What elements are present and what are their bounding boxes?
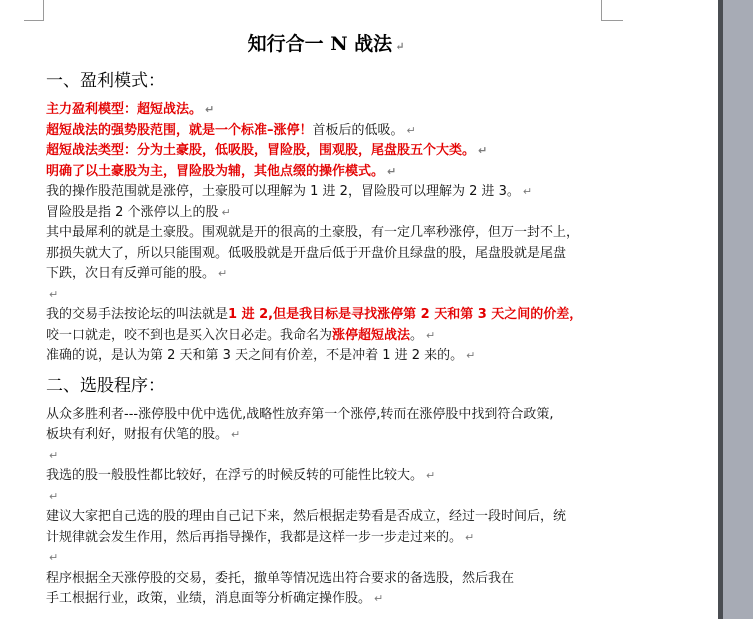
body-line: 建议大家把自己选的股的理由自己记下来，然后根据走势看是否成立，经过一段时间后，统 <box>46 509 567 524</box>
body-line: 冒险股是指 2 个涨停以上的股 ↵ <box>46 204 231 220</box>
paragraph-mark-icon: ↵ <box>522 185 533 198</box>
empty-paragraph <box>46 548 606 569</box>
body-line: 超短战法的强势股范围，就是一个标准–涨停！首板后的低吸。 ↵ <box>46 122 416 138</box>
paragraph-mark-icon: ↵ <box>218 267 228 280</box>
body-line: 我的操作股范围就是涨停，土豪股可以理解为 1 进 2，冒险股可以理解为 2 进 3。 ↵ <box>46 184 533 199</box>
paragraph-mark-icon: ↵ <box>426 328 436 342</box>
body-line: 我选的股一般股性都比较好，在浮亏的时候反转的可能性比较大。 ↵ <box>46 468 436 483</box>
body-line: 我的交易手法按论坛的叫法就是1 进 2,但是我目标是寻找涨停第 2 天和第 3 天之间的价差， <box>46 307 583 322</box>
empty-paragraph <box>46 446 606 467</box>
paragraph-mark-icon: ↵ <box>221 205 231 219</box>
body-line: 下跌，次日有反弹可能的股。 ↵ <box>46 266 228 281</box>
paragraph-mark-icon: ↵ <box>395 40 405 53</box>
body-line: 从众多胜利者---涨停股中优中选优,战略性放弃第一个涨停,转而在涨停股中找到符合政策, <box>46 406 554 422</box>
paragraph-mark-icon: ↵ <box>465 530 475 544</box>
body-line: 那损失就大了，所以只能围观。低吸股就是开盘后低于开盘价且绿盘的股，尾盘股就是尾盘 <box>46 245 567 261</box>
empty-paragraph <box>46 285 606 306</box>
paragraph-mark-icon: ↵ <box>205 103 215 116</box>
body-line: 板块有利好，财报有伏笔的股。 ↵ <box>46 427 241 442</box>
body-line: 主力盈利模型：超短战法。 ↵ <box>46 102 215 117</box>
body-line: 准确的说，是认为第 2 天和第 3 天之间有价差，不是冲着 1 进 2 来的。 ↵ <box>46 348 476 363</box>
crop-mark-right <box>601 0 602 20</box>
body-line: 计规律就会发生作用，然后再指导操作，我都是这样一步一步走过来的。 ↵ <box>46 529 475 545</box>
crop-mark-right-h <box>601 20 623 21</box>
page-edge-shadow <box>718 0 723 619</box>
paragraph-mark-icon: ↵ <box>49 448 59 462</box>
paragraph-mark-icon: ↵ <box>478 144 488 157</box>
section-heading-profit-model: 一、盈利模式： <box>46 71 165 91</box>
paragraph-mark-icon: ↵ <box>231 428 241 441</box>
paragraph-mark-icon: ↵ <box>426 469 436 482</box>
crop-mark-left <box>43 0 44 20</box>
paragraph-mark-icon: ↵ <box>387 164 397 178</box>
section-heading-stock-selection: 二、选股程序： <box>46 375 165 396</box>
paragraph-mark-icon: ↵ <box>406 123 416 137</box>
paragraph-mark-icon: ↵ <box>49 551 59 564</box>
title-text: 知行合一 N 战法 <box>247 33 393 55</box>
paragraph-mark-icon: ↵ <box>374 592 384 605</box>
document-title <box>46 28 606 60</box>
paragraph-mark-icon: ↵ <box>49 287 59 301</box>
body-line: 其中最犀利的就是土豪股。围观就是开的很高的土豪股，有一定几率秒涨停，但万一封不上， <box>46 225 580 240</box>
body-line: 程序根据全天涨停股的交易，委托，撤单等情况选出符合要求的备选股，然后我在 <box>46 570 515 586</box>
body-line: 明确了以土豪股为主，冒险股为辅，其他点缀的操作模式。 ↵ <box>46 163 397 179</box>
body-line: 超短战法类型：分为土豪股，低吸股，冒险股，围观股，尾盘股五个大类。 ↵ <box>46 143 488 158</box>
crop-mark-left-h <box>24 20 44 21</box>
paragraph-mark-icon: ↵ <box>466 349 476 362</box>
workspace-gutter <box>718 0 753 619</box>
body-line: 咬一口就走，咬不到也是买入次日必走。我命名为涨停超短战法。 ↵ <box>46 327 436 343</box>
paragraph-mark-icon: ↵ <box>49 489 59 503</box>
empty-paragraph <box>46 487 606 508</box>
body-line: 手工根据行业，政策，业绩，消息面等分析确定操作股。 ↵ <box>46 591 384 606</box>
document-body[interactable] <box>46 28 606 610</box>
